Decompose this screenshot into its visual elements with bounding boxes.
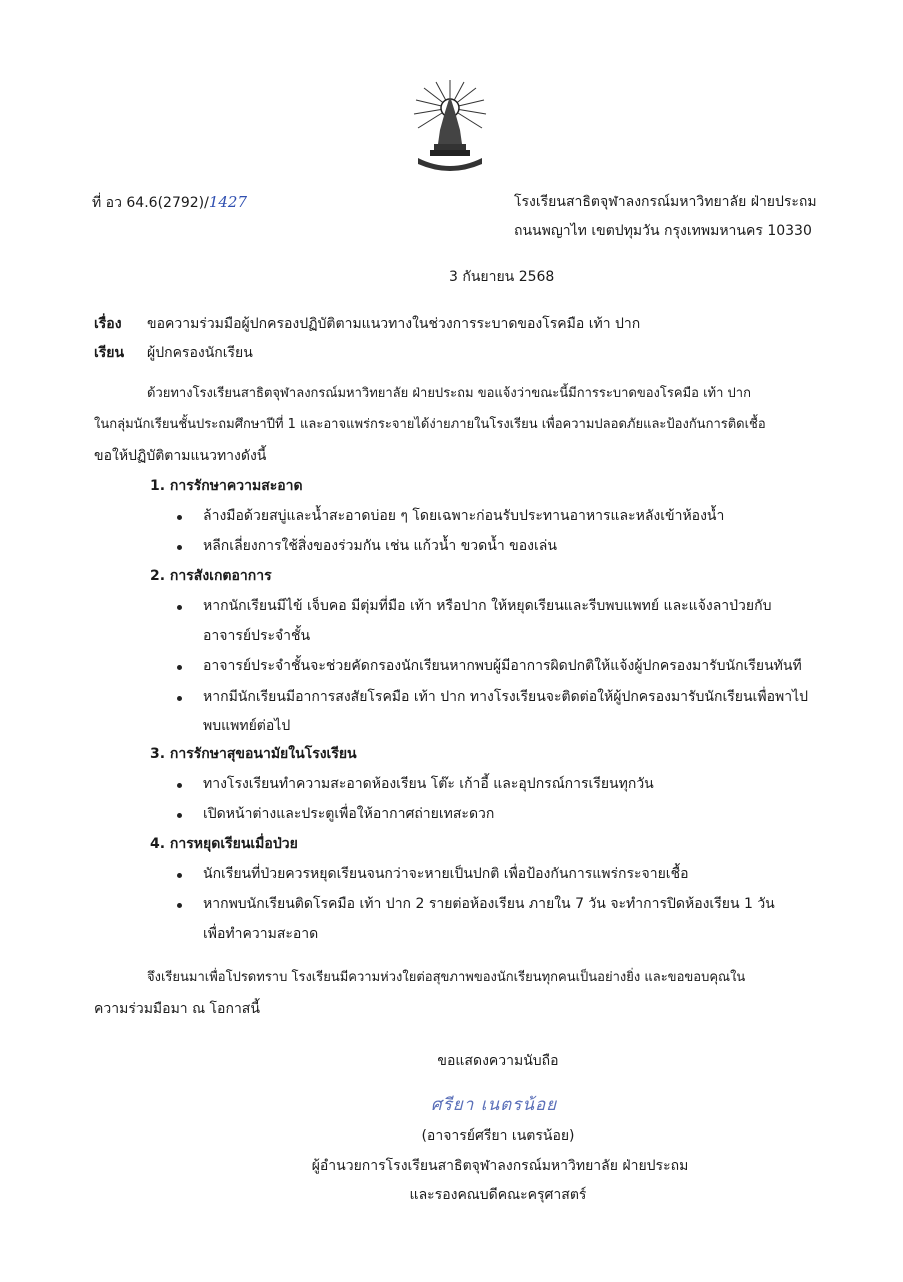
bullet-icon: [177, 545, 182, 550]
closing-line-2: ความร่วมมือมา ณ โอกาสนี้: [94, 1001, 260, 1017]
bullet-icon: [177, 605, 182, 610]
subject-label: เรื่อง: [94, 316, 122, 332]
section-2-item-1: หากนักเรียนมีไข้ เจ็บคอ มีตุ่มที่มือ เท้า หรือปาก ให้หยุดเรียนและรีบพบแพทย์ และแจ้งลาป่วยกับ: [203, 598, 772, 614]
reference-prefix: ที่ อว 64.6(2792)/: [92, 195, 209, 211]
bullet-icon: [177, 665, 182, 670]
section-3-item-1: ทางโรงเรียนทำความสะอาดห้องเรียน โต๊ะ เก้าอี้ และอุปกรณ์การเรียนทุกวัน: [203, 776, 654, 792]
letter-date: 3 กันยายน 2568: [449, 269, 555, 285]
section-1-item-1: ล้างมือด้วยสบู่และน้ำสะอาดบ่อย ๆ โดยเฉพาะก่อนรับประทานอาหารและหลังเข้าห้องน้ำ: [203, 508, 725, 524]
closing-line-1: จึงเรียนมาเพื่อโปรดทราบ โรงเรียนมีความห่วงใยต่อสุขภาพของนักเรียนทุกคนเป็นอย่างยิ่ง และขอขอบคุณใน: [147, 970, 746, 985]
section-4-item-2: หากพบนักเรียนติดโรคมือ เท้า ปาก 2 รายต่อห้องเรียน ภายใน 7 วัน จะทำการปิดห้องเรียน 1 วัน: [203, 896, 775, 912]
bullet-icon: [177, 903, 182, 908]
section-4-heading: 4. การหยุดเรียนเมื่อป่วย: [150, 836, 298, 852]
section-1-heading: 1. การรักษาความสะอาด: [150, 478, 303, 494]
section-3-item-2: เปิดหน้าต่างและประตูเพื่อให้อากาศถ่ายเทสะดวก: [203, 806, 495, 822]
section-2-heading: 2. การสังเกตอาการ: [150, 568, 272, 584]
handwritten-number: 1427: [208, 193, 248, 211]
to-label: เรียน: [94, 345, 125, 361]
signature: ศรียา เนตรน้อย: [430, 1095, 558, 1115]
subject-text: ขอความร่วมมือผู้ปกครองปฏิบัติตามแนวทางในช่วงการระบาดของโรคมือ เท้า ปาก: [147, 316, 641, 332]
signatory-position-1: ผู้อำนวยการโรงเรียนสาธิตจุฬาลงกรณ์มหาวิทยาลัย ฝ่ายประถม: [311, 1158, 689, 1174]
section-2-item-1-cont: อาจารย์ประจำชั้น: [203, 628, 311, 644]
section-2-item-2: อาจารย์ประจำชั้นจะช่วยคัดกรองนักเรียนหากพบผู้มีอาการผิดปกติให้แจ้งผู้ปกครองมารับนักเรียนทันที: [203, 658, 802, 674]
intro-line-3: ขอให้ปฏิบัติตามแนวทางดังนี้: [94, 448, 267, 464]
section-1-item-2: หลีกเลี่ยงการใช้สิ่งของร่วมกัน เช่น แก้วน้ำ ขวดน้ำ ของเล่น: [203, 538, 557, 554]
regards: ขอแสดงความนับถือ: [437, 1053, 559, 1069]
bullet-icon: [177, 813, 182, 818]
sender-line-1: โรงเรียนสาธิตจุฬาลงกรณ์มหาวิทยาลัย ฝ่ายประถม: [514, 194, 817, 210]
signatory-position-2: และรองคณบดีคณะครุศาสตร์: [409, 1187, 587, 1203]
bullet-icon: [177, 515, 182, 520]
section-3-heading: 3. การรักษาสุขอนามัยในโรงเรียน: [150, 746, 357, 762]
intro-line-1: ด้วยทางโรงเรียนสาธิตจุฬาลงกรณ์มหาวิทยาลัย ฝ่ายประถม ขอแจ้งว่าขณะนี้มีการระบาดของโรคมือ เท้า ปาก: [147, 386, 751, 401]
bullet-icon: [177, 873, 182, 878]
bullet-icon: [177, 783, 182, 788]
to-text: ผู้ปกครองนักเรียน: [147, 345, 253, 361]
section-2-item-3: หากมีนักเรียนมีอาการสงสัยโรคมือ เท้า ปาก ทางโรงเรียนจะติดต่อให้ผู้ปกครองมารับนักเรียนเพื่อพาไป: [203, 689, 809, 705]
section-4-item-1: นักเรียนที่ป่วยควรหยุดเรียนจนกว่าจะหายเป็นปกติ เพื่อป้องกันการแพร่กระจายเชื้อ: [203, 866, 689, 882]
section-4-item-2-cont: เพื่อทำความสะอาด: [203, 926, 319, 942]
section-2-item-3-cont: พบแพทย์ต่อไป: [203, 718, 291, 734]
reference-number: [92, 192, 247, 213]
sender-line-2: ถนนพญาไท เขตปทุมวัน กรุงเทพมหานคร 10330: [514, 223, 812, 239]
bullet-icon: [177, 696, 182, 701]
signatory-name: (อาจารย์ศรียา เนตรน้อย): [421, 1128, 575, 1144]
intro-line-2: ในกลุ่มนักเรียนชั้นประถมศึกษาปีที่ 1 และอาจแพร่กระจายได้ง่ายภายในโรงเรียน เพื่อความปลอดภัยและป้องกันการติดเชื้อ: [94, 417, 766, 432]
school-emblem-icon: [412, 78, 488, 176]
